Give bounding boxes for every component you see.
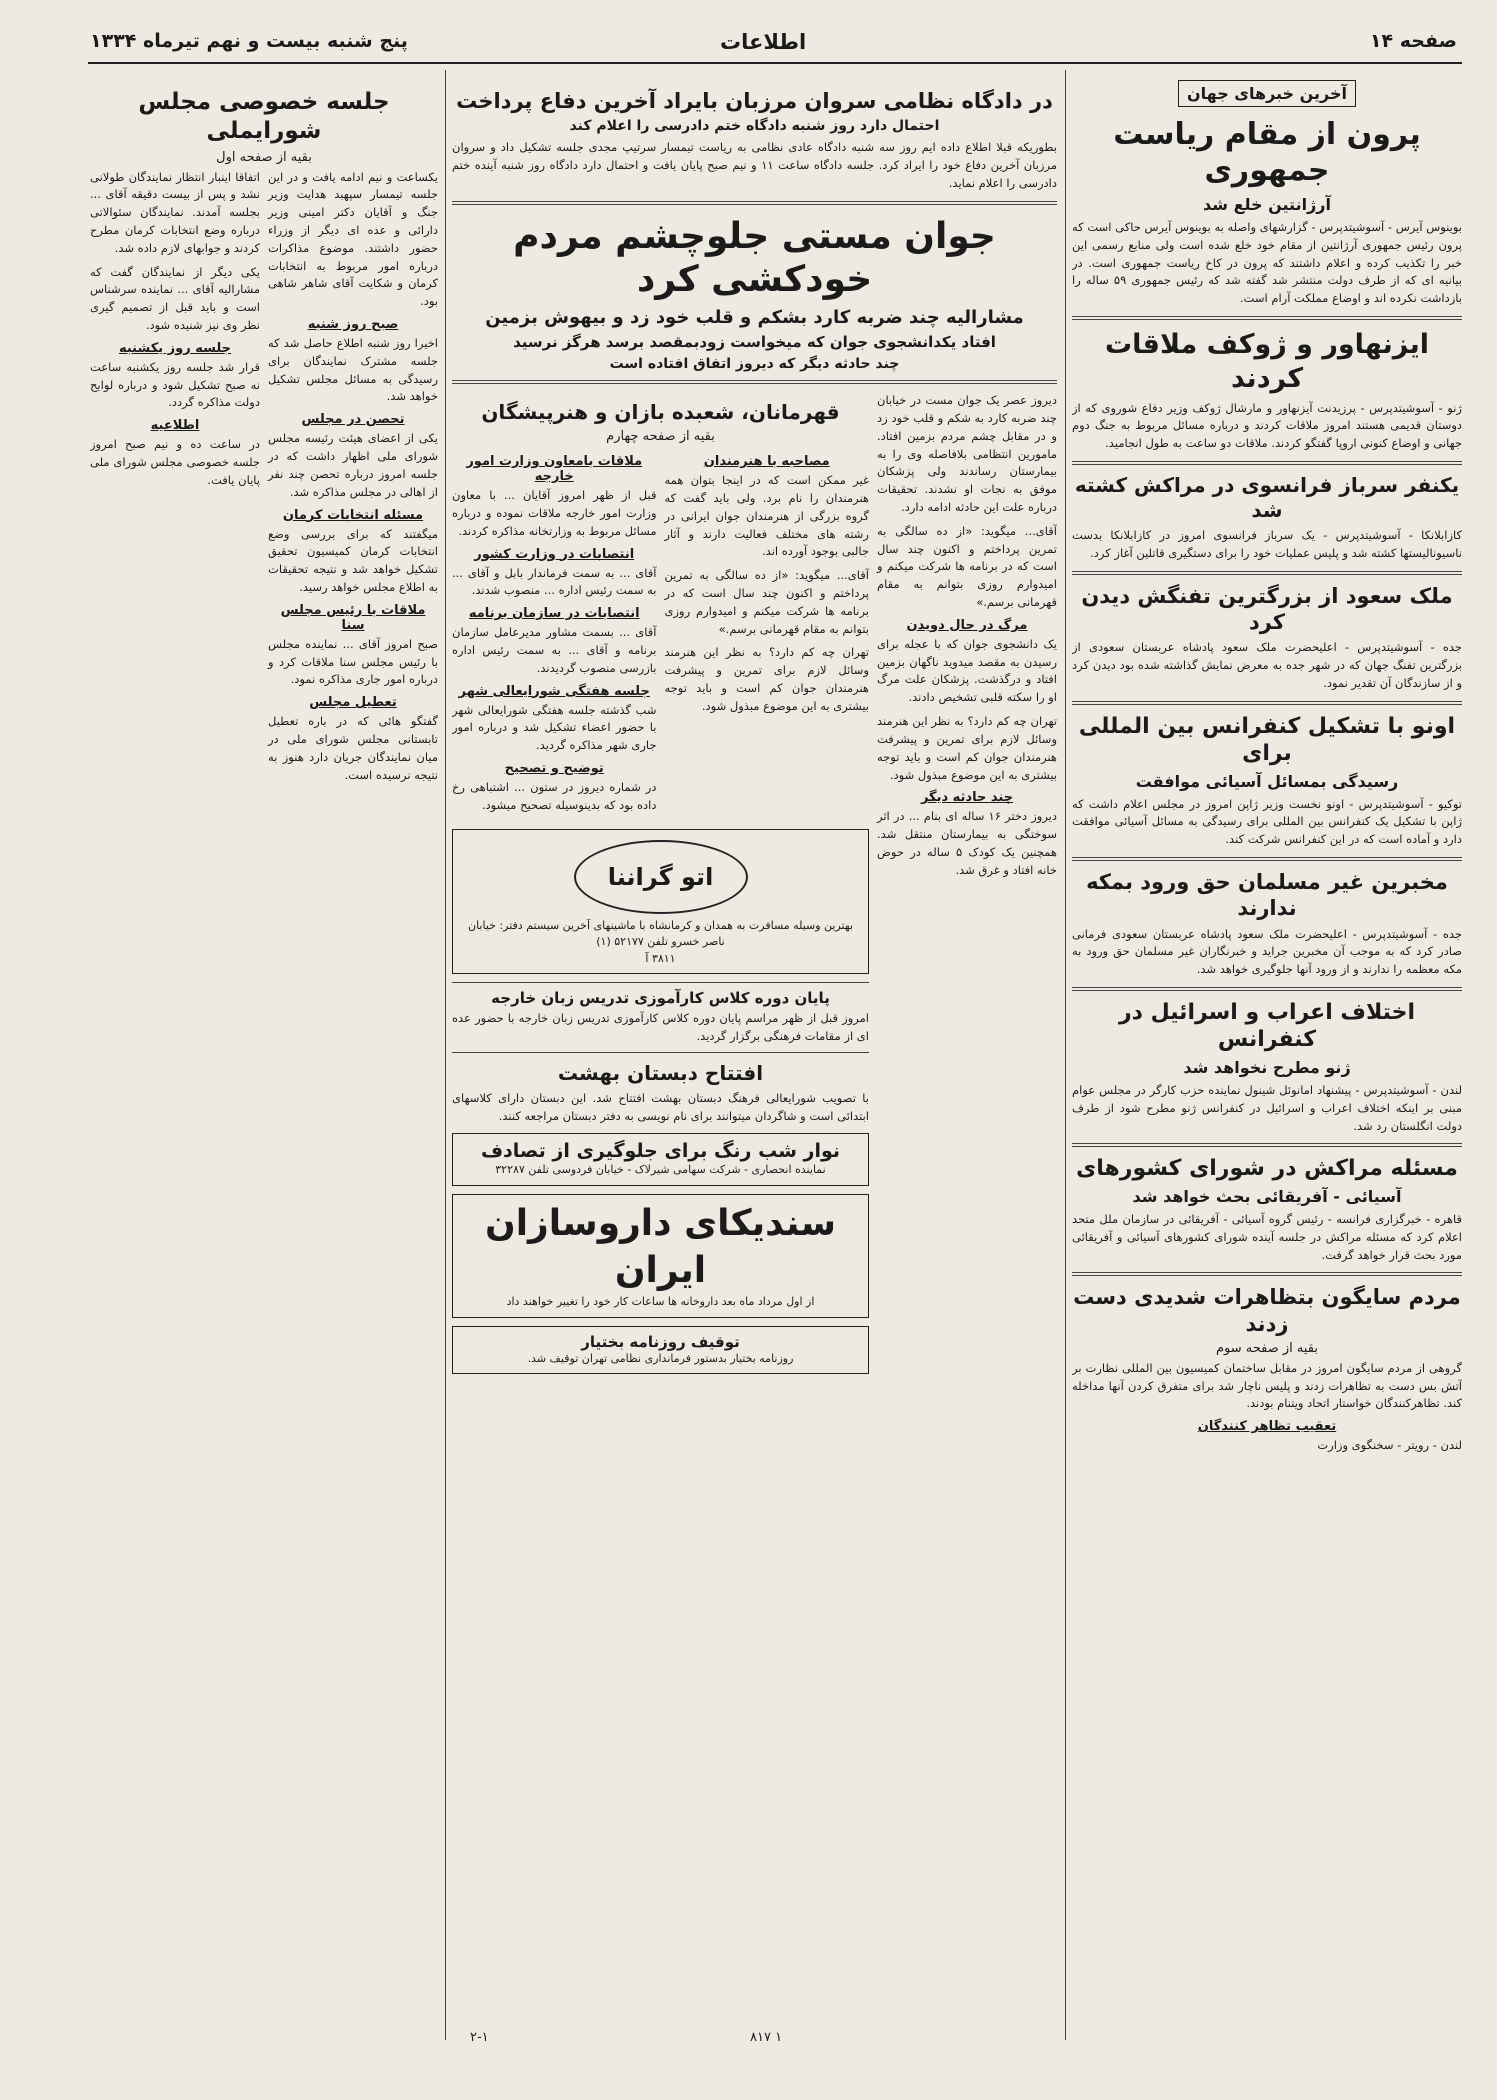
school-body: با تصویب شورایعالی فرهنگ دبستان بهشت افتتاح شد. این دبستان دارای کلاسهای ابتدائی است و شاگردان میتوانند برای نام نویسی به دفتر دبستان مراجعه کنند.: [452, 1090, 869, 1123]
saigon-subhead: بقیه از صفحه سوم: [1215, 1340, 1318, 1356]
ministry-caption: ملاقات بامعاون وزارت امور خارجه: [466, 454, 643, 485]
sit-in-caption: تحصن در مجلس: [301, 412, 405, 428]
ono-subhead: رسیدگی بمسائل آسیائی موافقت: [1135, 771, 1399, 791]
saud-body: جده - آسوشیتدپرس - اعلیحضرت ملک سعود پادشاه عربستان سعودی از بزرگترین تفنگ جهان که در شهر جده به معرض نمایش گذاشته شده بود دیدن کرد و از سازندگان آن تقدیر نمود.: [1072, 640, 1462, 690]
ono-body: توکیو - آسوشیتدپرس - اونو نخست وزیر ژاپن امروز در مجلس اعلام داشت که ژاپن با تشکیل یک کنفرانس بین المللی برای رسیدگی به مسائل آسیائی موافقت دارد و آماده است که در این کنفرانس شرکت کند.: [1072, 796, 1462, 847]
saturday-body: اخیرا روز شنبه اطلاع حاصل شد که جلسه مشترک نمایندگان برای رسیدگی به مسائل مجلس تشکیل خواهد شد.: [268, 336, 438, 404]
reflective-tape-ad: [452, 1133, 869, 1186]
world-news-box: آخرین خبرهای جهان: [1178, 80, 1356, 107]
arts-headline: قهرمانان، شعبده بازان و هنرپیشگان: [481, 400, 840, 425]
school-headline: افتتاح دبستان بهشت: [557, 1060, 764, 1085]
parliament-subhead: بقیه از صفحه اول: [216, 149, 312, 165]
correction-caption: توضیح و تصحیح: [504, 761, 604, 776]
peron-body: بوینوس آیرس - آسوشیتدپرس - گزارشهای واصله به بوینوس آیرس حاکی است که پرون رئیس جمهوری آرژانتین از مقام خود خلع شده است ولی منابع رسمی این خبر را تکذیب کرده و اعلام داشتند که پرون در کاخ ریاست جمهوری است. در بیانیه ای که از طرف دولت منتشر شد گفته شد که رئیس جمهوری ۵۹ ساله را بازداشت نکرده اند و اوضاع مملکت آرام است.: [1072, 220, 1462, 306]
sit-in-body: یکی از اعضای هیئت رئیسه مجلس شورای ملی اظهار داشت که در جلسه امروز درباره تحصن چند نفر از اهالی در مجلس مذاکره شد.: [268, 431, 438, 499]
pharmacists-text: از اول مرداد ماه بعد داروخانه ها ساعات کار خود را تغییر خواهند داد: [506, 1295, 815, 1309]
ono-headline: اونو با تشکیل کنفرانس بین المللی برای: [1078, 713, 1456, 767]
parliament-body-2: اتفاقا اینبار انتظار نمایندگان طولانی نشد و پس از بیست دقیقه آقای ... بجلسه آمدند. نمایندگان سئوالاتی درباره وضع انتخابات کرمان مطرح کردند و جوابهای لازم داده شد.: [90, 169, 260, 255]
suicide-body: دیروز عصر یک جوان مست در خیابان چند ضربه کارد به شکم و قلب خود زد و در مقابل چشم مردم بزمین افتاد. مامورین انتظامی بلافاصله وی را به بیمارستان رساندند ولی پزشکان موفق به نجات او نشدند. تحقیقات درباره علت این حادثه ادامه دارد.: [877, 393, 1057, 514]
header-rule: [88, 62, 1462, 64]
court-subhead: احتمال دارد روز شنبه دادگاه ختم دادرسی را اعلام کند: [569, 118, 940, 135]
notice-body: در ساعت ده و نیم صبح امروز جلسه خصوصی مجلس شورای ملی پایان یافت.: [90, 437, 260, 487]
senate-body: صبح امروز آقای ... نماینده مجلس با رئیس مجلس سنا ملاقات کرد و درباره امور جاری مذاکره نمود.: [268, 636, 438, 687]
saigon-body: گروهی از مردم سایگون امروز در مقابل ساختمان کمیسیون بین المللی نظارت بر آتش بس دست به تظاهرات زدند و پلیس ناچار شد برای متفرق کردن آنها مداخله کند. تظاهرکنندگان خواستار اتحاد ویتنام بودند.: [1072, 1360, 1462, 1411]
arts-block: [452, 392, 869, 1382]
column-divider: [445, 70, 446, 2040]
mecca-body: جده - آسوشیتدپرس - اعلیحضرت ملک سعود پادشاه عربستان سعودی فرمانی صادر کرد که به موجب آن مخبرین جراید و خبرنگاران غیر مسلمان حق ورود به مکه معظمه را ندارند و از ورود آنها جلوگیری خواهد شد.: [1072, 926, 1462, 977]
peron-headline: پرون از مقام ریاست جمهوری: [1113, 117, 1421, 188]
eisenhower-headline: ایزنهاور و ژوکف ملاقات کردند: [1105, 329, 1429, 394]
city-council-body: شب گذشته جلسه هفتگی شورایعالی شهر با حضور اعضاء تشکیل شد و درباره امور جاری شهر مذاکره گردید.: [452, 702, 657, 753]
suicide-subhead-3: چند حادثه دیگر که دیروز اتفاق افتاده است: [609, 356, 900, 373]
pharmacists-ad: [452, 1194, 869, 1318]
israel-subhead: ژنو مطرح نخواهد شد: [1183, 1057, 1351, 1077]
language-class-body: امروز قبل از ظهر مراسم پایان دوره کلاس کارآموزی تدریس زبان خارجه با حضور عده ای از مقامات فرهنگی برگزار گردید.: [452, 1011, 869, 1043]
israel-body: لندن - آسوشیتدپرس - پیشنهاد امانوئل شینول نماینده حزب کارگر در مجلس عوام مبنی بر اینکه اختلاف اعراب و اسرائیل در کنفرانس ژنو مطرح شود از طرف دولت انگلستان رد شد.: [1072, 1082, 1462, 1133]
running-death-body-2: تهران چه کم دارد؟ به نظر این هنرمند وسائل لازم برای تمرین و پیشرفت هنرمندان جوان کم است و باید توجه بیشتری به این موضوع مبذول شود.: [877, 714, 1057, 782]
recess-body: گفتگو هائی که در باره تعطیل تابستانی مجلس شورای ملی در میان نمایندگان جریان دارد هنوز به نتیجه نرسیده است.: [268, 714, 438, 782]
senate-caption: ملاقات با رئیس مجلس سنا: [280, 602, 426, 633]
arts-interview-caption: مصاحبه با هنرمندان: [703, 454, 830, 470]
bus-company-ad-text: بهترین وسیله مسافرت به همدان و کرمانشاه با ماشینهای آخرین سیستم دفتر: خیابان ناصر خسرو تلفن ۵۲۱۷۷ (۱): [467, 918, 854, 949]
saigon-foot-body: لندن - رویتر - سخنگوی وزارت: [1317, 1438, 1462, 1453]
correction-body: در شماره دیروز در ستون ... اشتباهی رخ داده بود که بدینوسیله تصحیح میشود.: [452, 780, 657, 812]
arts-interview-body-2: آقای... میگوید: «از ده سالگی به تمرین پرداختم و اکنون چند سال است که در برنامه ها شرکت میکنم و امیدوارم روزی بتوانم به مقام قهرمانی برسم.»: [664, 568, 869, 636]
column-divider: [1065, 70, 1066, 2040]
morocco-body: کازابلانکا - آسوشیتدپرس - یک سرباز فرانسوی امروز در کازابلانکا بدست ناسیونالیستها کشته شد و پلیس عملیات خود را برای دستگیری قاتلین آغاز کرد.: [1072, 528, 1462, 560]
pharmacists-title: سندیکای داروسازان: [484, 1202, 837, 1244]
kerman-caption: مسئله انتخابات کرمان: [282, 507, 424, 523]
saturday-caption: صبح روز شنبه: [307, 317, 399, 332]
saud-headline: ملک سعود از بزرگترین تفنگش دیدن کرد: [1081, 583, 1453, 634]
asian-headline: مسئله مراکش در شورای کشورهای: [1076, 1156, 1458, 1182]
reflective-tape-text: نماینده انحصاری - شرکت سهامی شیرلاک - خیابان فردوسی تلفن ۳۲۲۸۷: [495, 1163, 826, 1177]
israel-headline: اختلاف اعراب و اسرائیل در کنفرانس: [1118, 999, 1416, 1053]
parliament-subcol-right: [268, 169, 438, 791]
language-class-caption: پایان دوره کلاس کارآموزی تدریس زبان خارجه: [491, 989, 830, 1008]
arts-interview-column: [665, 448, 870, 821]
parliament-headline: جلسه خصوصی مجلس شورایملی: [138, 89, 390, 144]
parliament-subcol-left: [90, 169, 260, 791]
saigon-foot-caption: تعقیب تظاهر کنندگان: [1197, 1419, 1337, 1435]
city-council-caption: جلسه هفتگی شورایعالی شهر: [458, 683, 650, 699]
asian-body: قاهره - خبرگزاری فرانسه - رئیس گروه آسیائی - آفریقائی در سازمان ملل متحد اعلام کرد که مسئله مراکش در جلسه آینده شورای کشورهای آسیائی و آفریقائی مورد بحث قرار خواهد گرفت.: [1072, 1211, 1462, 1262]
center-column: [452, 80, 1057, 2040]
arts-interview-body-3: تهران چه کم دارد؟ به نظر این هنرمند وسائل لازم برای تمرین و پیشرفت هنرمندان جوان کم است و باید توجه بیشتری به این موضوع مبذول شود.: [664, 645, 869, 713]
masthead: اطلاعات: [720, 30, 807, 54]
page-number: صفحه ۱۴: [1369, 30, 1457, 52]
running-death-body: یک دانشجوی جوان که با عجله برای رسیدن به مقصد میدوید ناگهان بزمین افتاد و درگذشت. پزشکان علت مرگ او را سکته قلبی تشخیص دادند.: [877, 636, 1057, 705]
interior-body: آقای ... به سمت فرماندار بابل و آقای ... به سمت رئیس اداره ... منصوب شدند.: [452, 565, 657, 598]
suicide-story-column: [877, 392, 1057, 1382]
other-incidents-body: دیروز دختر ۱۶ ساله ای بنام ... در اثر سوختگی به بیمارستان منتقل شد. همچنین یک کودک ۵ ساله در حوض خانه افتاد و غرق شد.: [877, 809, 1057, 877]
bus-company-ad: [452, 829, 869, 975]
bakhtiar-notice: [452, 1326, 869, 1375]
reflective-tape-title: نوار شب رنگ برای جلوگیری از تصادف: [480, 1140, 841, 1163]
ministry-body: قبل از ظهر امروز آقایان ... با معاون وزارت امور خارجه ملاقات نموده و درباره مسائل مربوط به وزارتخانه مذاکره کردند.: [452, 488, 657, 538]
eisenhower-body: ژنو - آسوشیتدپرس - پرزیدنت آیزنهاور و مارشال ژوکف وزیر دفاع شوروی که از دوستان قدیمی هستند امروز ملاقات کردند و درباره مسائل مربوط به جنگ دوم جهانی و اوضاع کنونی اروپا گفتگو کردند. ملاقات دو ساعت به طول انجامید.: [1072, 400, 1462, 451]
plan-org-body: آقای ... بسمت مشاور مدیرعامل سازمان برنامه و آقای ... به سمت رئیس اداره بازرسی منصوب گردیدند.: [452, 625, 657, 675]
notice-caption: اطلاعیه: [150, 418, 200, 434]
center-subcolumns: [452, 392, 1057, 1382]
suicide-subhead: مشارالیه چند ضربه کارد بشکم و قلب خود زد و بیهوش بزمین: [485, 307, 1024, 329]
kerman-body: میگفتند که برای بررسی وضع انتخابات کرمان کمیسیون تحقیق تشکیل خواهد شد و نتیجه تحقیقات به اطلاع مجلس خواهد رسید.: [268, 526, 438, 594]
court-headline: در دادگاه نظامی سروان مرزبان بایراد آخرین دفاع پرداخت: [456, 89, 1053, 113]
suicide-headline: جوان مستی جلوچشم مردم خودکشی کرد: [513, 215, 996, 300]
peron-subhead: آرژانتین خلع شد: [1203, 195, 1331, 214]
bakhtiar-text: روزنامه بختیار بدستور فرمانداری نظامی تهران توقیف شد.: [527, 1351, 794, 1365]
bakhtiar-title: توقیف روزنامه بختیار: [581, 1332, 740, 1351]
running-death-caption: مرگ در حال دویدن: [906, 617, 1028, 633]
parliament-body-1: یکساعت و نیم ادامه یافت و در این جلسه تیمسار سپهبد هدایت وزیر جنگ و آقایان دکتر امینی وزیر دارائی و عده ای دیگر از وزراء حضور داشتند. موضوع مذاکرات درباره امور مربوط به انتخابات کرمان و شکایت آقای شاهر شاهی بود.: [268, 169, 438, 309]
arts-subhead: بقیه از صفحه چهارم: [606, 429, 715, 445]
bottom-number-left: ۸۱۷ ۱: [750, 2030, 783, 2045]
mecca-headline: مخبرین غیر مسلمان حق ورود بمکه ندارند: [1086, 870, 1448, 921]
morocco-headline: یکنفر سرباز فرانسوی در مراکش کشته شد: [1074, 473, 1460, 522]
interior-caption: انتصابات در وزارت کشور: [474, 546, 635, 562]
world-news-column: [1072, 80, 1462, 2040]
issue-date: پنج شنبه بیست و نهم تیرماه ۱۳۳۴: [90, 30, 408, 52]
bus-company-ad-number: ۳۸۱۱ آ: [645, 951, 676, 965]
recess-caption: تعطیل مجلس: [309, 695, 397, 711]
court-body: بطوریکه قبلا اطلاع داده ایم روز سه شنبه دادگاه عادی نظامی به ریاست تیمسار سرتیپ مجدی جلسه تشکیل داد و سروان مرزبان آخرین دفاع خود را ایراد کرد. جلسه دادگاه ساعت ۱۱ و نیم صبح پایان یافت و احتمال دارد دادگاه روز شنبه آینده ختم دادرسی را اعلام نماید.: [452, 140, 1057, 190]
arts-interview-body: غیر ممکن است که در اینجا بتوان همه هنرمندان را نام برد. ولی باید گفت که گروه بزرگی از هنرمندان جوان ایرانی در رشته های مختلف فعالیت دارند و آثار جالبی بوجود آورده اند.: [664, 473, 869, 559]
parliament-column: [90, 80, 438, 2040]
sunday-caption: جلسه روز یکشنبه: [118, 340, 232, 356]
asian-subhead: آسیائی - آفریقائی بحث خواهد شد: [1132, 1186, 1402, 1206]
saigon-headline: مردم سایگون بتظاهرات شدیدی دست زدند: [1073, 1285, 1461, 1336]
suicide-subhead-2: افتاد یکدانشجوی جوان که میخواست زودبمقصد برسد هرگز نرسید: [513, 333, 996, 352]
bus-company-logo: اتو گراننا: [574, 840, 748, 914]
brief-news-column: [452, 448, 657, 821]
parliament-body-6: یکی دیگر از نمایندگان گفت که مشارالیه آقای ... نماینده سرشناس است و باید قبل از تصمیم گیری نظر وی نیز شنیده شود.: [90, 264, 260, 332]
pharmacists-title-2: ایران: [614, 1249, 707, 1291]
suicide-body-2: آقای... میگوید: «از ده سالگی به تمرین پرداختم و اکنون چند سال است که در برنامه ها شرکت میکنم و امیدوارم روزی بتوانم به مقام قهرمانی برسم.»: [877, 523, 1057, 609]
sunday-body: قرار شد جلسه روز یکشنبه ساعت نه صبح تشکیل شود و درباره لوایح دولت مذاکره گردد.: [90, 359, 260, 410]
other-incidents-caption: چند حادثه دیگر: [920, 790, 1014, 806]
bottom-number-right: ۲-۱: [470, 2030, 489, 2045]
plan-org-caption: انتصابات در سازمان برنامه: [468, 606, 640, 622]
